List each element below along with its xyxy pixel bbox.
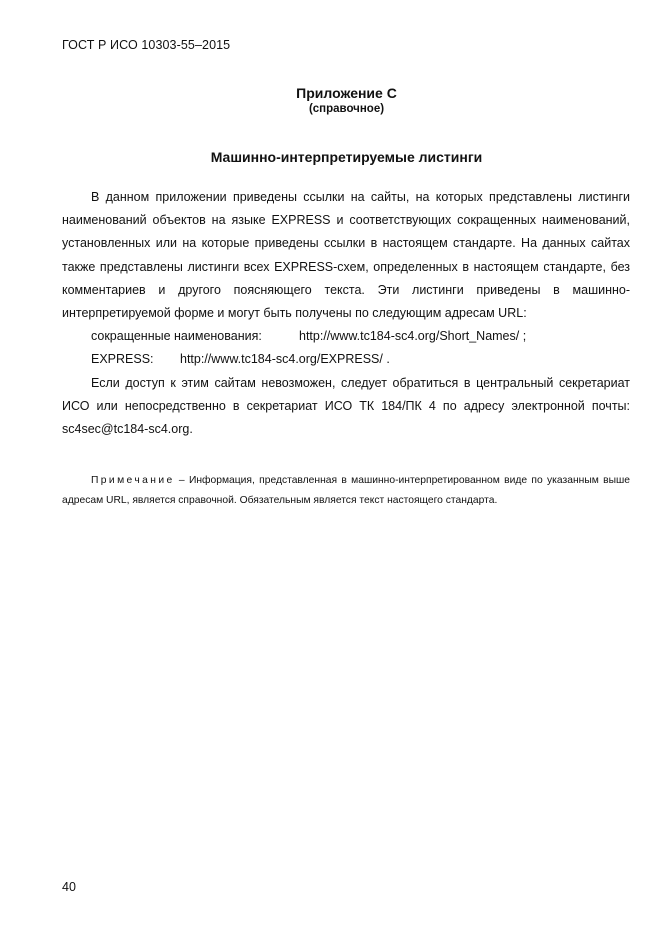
address-url-link[interactable]: http://www.tc184-sc4.org/Short_Names/ ; bbox=[299, 329, 527, 344]
appendix-title: Приложение С bbox=[296, 85, 397, 101]
address-label: EXPRESS: bbox=[91, 352, 154, 367]
body-text bbox=[62, 186, 630, 441]
note-text: – Информация, представленная в машинно-интерпретированном виде по указанным выше адресам URL, является справочной. Обязательным является текст настоящего стандарта. bbox=[62, 475, 630, 506]
address-line-short-names bbox=[62, 325, 630, 348]
intro-paragraph: В данном приложении приведены ссылки на сайты, на которых представлены листинги наименований объектов на языке EXPRESS и соответствующих сокращенных наименований, установленных или на которые приведены ссылки в настоящем стандарте. На данных сайтах также представлены листинги всех EXPRESS-схем, определенных в настоящем стандарте, без комментариев и другого поясняющего текста. Эти листинги приведены в машинно-интерпретируемой форме и могут быть получены по следующим адресам URL: bbox=[62, 190, 630, 321]
address-url-link[interactable]: http://www.tc184-sc4.org/EXPRESS/ . bbox=[180, 352, 390, 367]
address-label: сокращенные наименования: bbox=[91, 329, 262, 344]
page-number: 40 bbox=[62, 880, 76, 894]
contact-paragraph: Если доступ к этим сайтам невозможен, следует обратиться в центральный секретариат ИСО или непосредственно в секретариат ИСО ТК 184/ПК 4 по адресу электронной почты: sc4sec@tc184-sc4.org. bbox=[62, 375, 630, 437]
address-line-express bbox=[62, 348, 630, 371]
note-block bbox=[62, 471, 630, 510]
standard-code-header: ГОСТ Р ИСО 10303-55–2015 bbox=[62, 38, 231, 52]
appendix-subtitle: (справочное) bbox=[308, 103, 385, 115]
note-label: Примечание bbox=[91, 475, 175, 486]
section-title: Машинно-интерпретируемые листинги bbox=[210, 149, 483, 165]
